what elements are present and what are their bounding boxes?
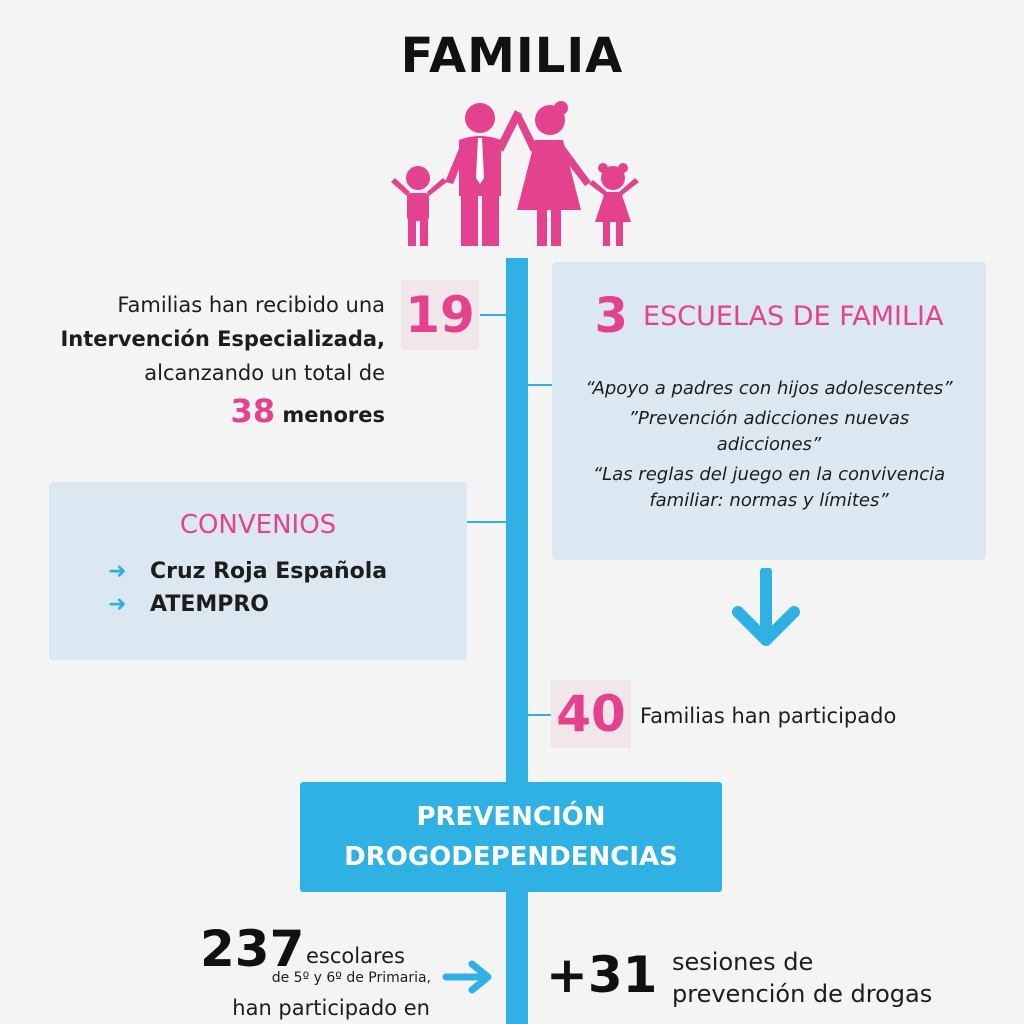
arrow-right-icon: ➜ [108, 559, 127, 584]
intervention-number: 19 [401, 280, 479, 350]
minors-number: 38 [230, 392, 276, 430]
minors-line [20, 392, 385, 430]
students-label: escolares [306, 944, 405, 968]
escuelas-number: 3 [594, 288, 628, 344]
convenio-name: Cruz Roja Española [150, 559, 388, 584]
escuelas-quotes [552, 376, 986, 518]
arrow-right-icon [442, 960, 494, 994]
intervention-line1: Familias han recibido una [117, 293, 385, 317]
escuelas-quote: “Apoyo a padres con hijos adolescentes” [585, 378, 953, 399]
branch-connector [480, 314, 506, 316]
escuelas-quote: “Las reglas del juego en la convivencia familiar: normas y límites” [592, 464, 946, 511]
intervention-line3: alcanzando un total de [144, 361, 385, 385]
arrow-down-icon [730, 568, 802, 650]
convenios-list [108, 555, 387, 621]
students-tail: han participado en [232, 996, 430, 1020]
branch-connector [528, 384, 552, 386]
sessions-text [672, 946, 932, 1010]
students-number: 237 [200, 920, 305, 978]
sessions-line2: prevención de drogas [672, 980, 933, 1008]
participation-number: 40 [551, 680, 631, 748]
prevention-line1: PREVENCIÓN [416, 802, 606, 832]
escuelas-label: ESCUELAS DE FAMILIA [643, 300, 944, 332]
convenio-name: ATEMPRO [150, 592, 270, 617]
arrow-right-icon: ➜ [108, 592, 127, 617]
timeline-line [506, 258, 528, 1024]
students-detail: de 5º y 6º de Primaria, [271, 970, 431, 986]
intervention-text [20, 288, 385, 390]
page-title: FAMILIA [400, 28, 624, 84]
family-icon [385, 98, 645, 250]
escuelas-quote: ”Prevención adicciones nuevas adicciones” [628, 408, 910, 455]
sessions-number: +31 [546, 946, 658, 1004]
participation-label: Familias han participado [640, 704, 897, 728]
list-item [108, 555, 387, 588]
branch-connector [467, 521, 506, 523]
intervention-line2: Intervención Especializada, [60, 327, 385, 351]
branch-connector [528, 714, 551, 716]
convenios-title: CONVENIOS [179, 510, 337, 540]
prevention-line2: DROGODEPENDENCIAS [344, 842, 678, 872]
sessions-line1: sesiones de [672, 948, 814, 976]
list-item [108, 588, 387, 621]
minors-label: menores [282, 403, 385, 427]
prevention-banner [300, 782, 722, 892]
escuelas-heading [552, 288, 986, 344]
